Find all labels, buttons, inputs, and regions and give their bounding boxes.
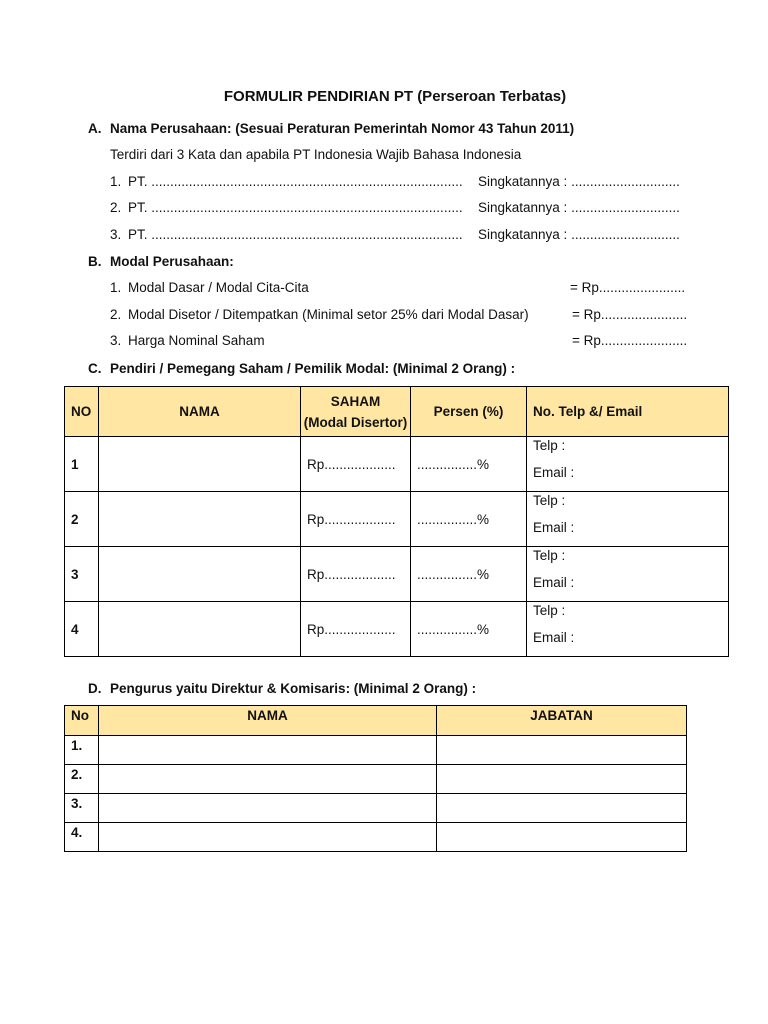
row-number: 2. xyxy=(65,765,99,794)
table-row xyxy=(65,437,729,492)
name-cell[interactable] xyxy=(99,765,437,794)
table-row xyxy=(65,765,687,794)
name-cell[interactable] xyxy=(99,547,301,602)
header-saham-line2: (Modal Disertor) xyxy=(303,414,408,430)
saham-cell[interactable]: Rp................... xyxy=(301,437,411,492)
header-saham-line1: SAHAM xyxy=(330,393,381,409)
jabatan-cell[interactable] xyxy=(437,794,687,823)
section-c-letter: C. xyxy=(88,361,102,376)
row-number: 1. xyxy=(65,736,99,765)
company-name-3-number: 3. xyxy=(110,227,122,242)
contact-cell[interactable] xyxy=(527,547,729,602)
email-label: Email : xyxy=(533,630,575,645)
row-number: 3. xyxy=(65,794,99,823)
telp-label: Telp : xyxy=(533,438,566,453)
saham-cell[interactable]: Rp................... xyxy=(301,492,411,547)
table-row xyxy=(65,492,729,547)
row-number: 4. xyxy=(65,823,99,852)
persen-cell[interactable]: ................% xyxy=(411,492,527,547)
name-cell[interactable] xyxy=(99,794,437,823)
table-row xyxy=(65,602,729,657)
section-d-letter: D. xyxy=(88,681,102,696)
row-number: 4 xyxy=(65,602,99,657)
row-number: 1 xyxy=(65,437,99,492)
email-label: Email : xyxy=(533,465,575,480)
persen-cell[interactable]: ................% xyxy=(411,547,527,602)
persen-cell[interactable]: ................% xyxy=(411,437,527,492)
capital-2-number: 2. xyxy=(110,307,122,322)
capital-3-label: Harga Nominal Saham xyxy=(128,333,265,348)
capital-1-value-field[interactable]: = Rp....................... xyxy=(570,280,686,295)
contact-cell[interactable] xyxy=(527,492,729,547)
capital-2-label: Modal Disetor / Ditempatkan (Minimal setor 25% dari Modal Dasar) xyxy=(128,307,529,322)
header-telp-email: No. Telp &/ Email xyxy=(527,387,729,437)
contact-cell[interactable] xyxy=(527,602,729,657)
jabatan-cell[interactable] xyxy=(437,736,687,765)
header-saham xyxy=(301,387,411,437)
shareholders-table xyxy=(64,386,729,657)
name-cell[interactable] xyxy=(99,823,437,852)
company-name-3-field[interactable]: PT. ................................................................................... xyxy=(128,227,463,242)
row-number: 3 xyxy=(65,547,99,602)
telp-label: Telp : xyxy=(533,548,566,563)
telp-label: Telp : xyxy=(533,493,566,508)
company-name-1-number: 1. xyxy=(110,174,122,189)
row-number: 2 xyxy=(65,492,99,547)
jabatan-cell[interactable] xyxy=(437,765,687,794)
company-abbreviation-2-field[interactable]: Singkatannya : ............................. xyxy=(478,200,680,215)
section-a-letter: A. xyxy=(88,121,102,136)
management-table xyxy=(64,705,687,852)
section-a-note: Terdiri dari 3 Kata dan apabila PT Indonesia Wajib Bahasa Indonesia xyxy=(110,147,522,162)
email-label: Email : xyxy=(533,520,575,535)
capital-3-number: 3. xyxy=(110,333,122,348)
capital-3-value-field[interactable]: = Rp....................... xyxy=(572,333,688,348)
telp-label: Telp : xyxy=(533,603,566,618)
management-header-row xyxy=(65,706,687,736)
company-name-1-field[interactable]: PT. ................................................................................... xyxy=(128,174,463,189)
header-no: NO xyxy=(65,387,99,437)
email-label: Email : xyxy=(533,575,575,590)
capital-1-number: 1. xyxy=(110,280,122,295)
header-persen: Persen (%) xyxy=(411,387,527,437)
section-b-heading: Modal Perusahaan: xyxy=(110,254,234,269)
capital-2-value-field[interactable]: = Rp....................... xyxy=(572,307,688,322)
company-abbreviation-3-field[interactable]: Singkatannya : ............................. xyxy=(478,227,680,242)
jabatan-cell[interactable] xyxy=(437,823,687,852)
saham-cell[interactable]: Rp................... xyxy=(301,602,411,657)
table-row xyxy=(65,823,687,852)
section-c-heading: Pendiri / Pemegang Saham / Pemilik Modal: (Minimal 2 Orang) : xyxy=(110,361,516,376)
shareholders-header-row xyxy=(65,387,729,437)
table-row xyxy=(65,736,687,765)
company-abbreviation-1-field[interactable]: Singkatannya : ............................. xyxy=(478,174,680,189)
section-a-heading: Nama Perusahaan: (Sesuai Peraturan Pemerintah Nomor 43 Tahun 2011) xyxy=(110,121,575,136)
capital-1-label: Modal Dasar / Modal Cita-Cita xyxy=(128,280,309,295)
header-jabatan: JABATAN xyxy=(437,706,687,736)
name-cell[interactable] xyxy=(99,492,301,547)
saham-cell[interactable]: Rp................... xyxy=(301,547,411,602)
section-d-heading: Pengurus yaitu Direktur & Komisaris: (Minimal 2 Orang) : xyxy=(110,681,477,696)
header-nama: NAMA xyxy=(99,387,301,437)
name-cell[interactable] xyxy=(99,437,301,492)
name-cell[interactable] xyxy=(99,736,437,765)
form-title: FORMULIR PENDIRIAN PT (Perseroan Terbatas) xyxy=(223,88,567,105)
table-row xyxy=(65,547,729,602)
persen-cell[interactable]: ................% xyxy=(411,602,527,657)
company-name-2-number: 2. xyxy=(110,200,122,215)
company-name-2-field[interactable]: PT. ................................................................................... xyxy=(128,200,463,215)
section-b-letter: B. xyxy=(88,254,102,269)
contact-cell[interactable] xyxy=(527,437,729,492)
name-cell[interactable] xyxy=(99,602,301,657)
header-no: No xyxy=(65,706,99,736)
table-row xyxy=(65,794,687,823)
header-nama: NAMA xyxy=(99,706,437,736)
